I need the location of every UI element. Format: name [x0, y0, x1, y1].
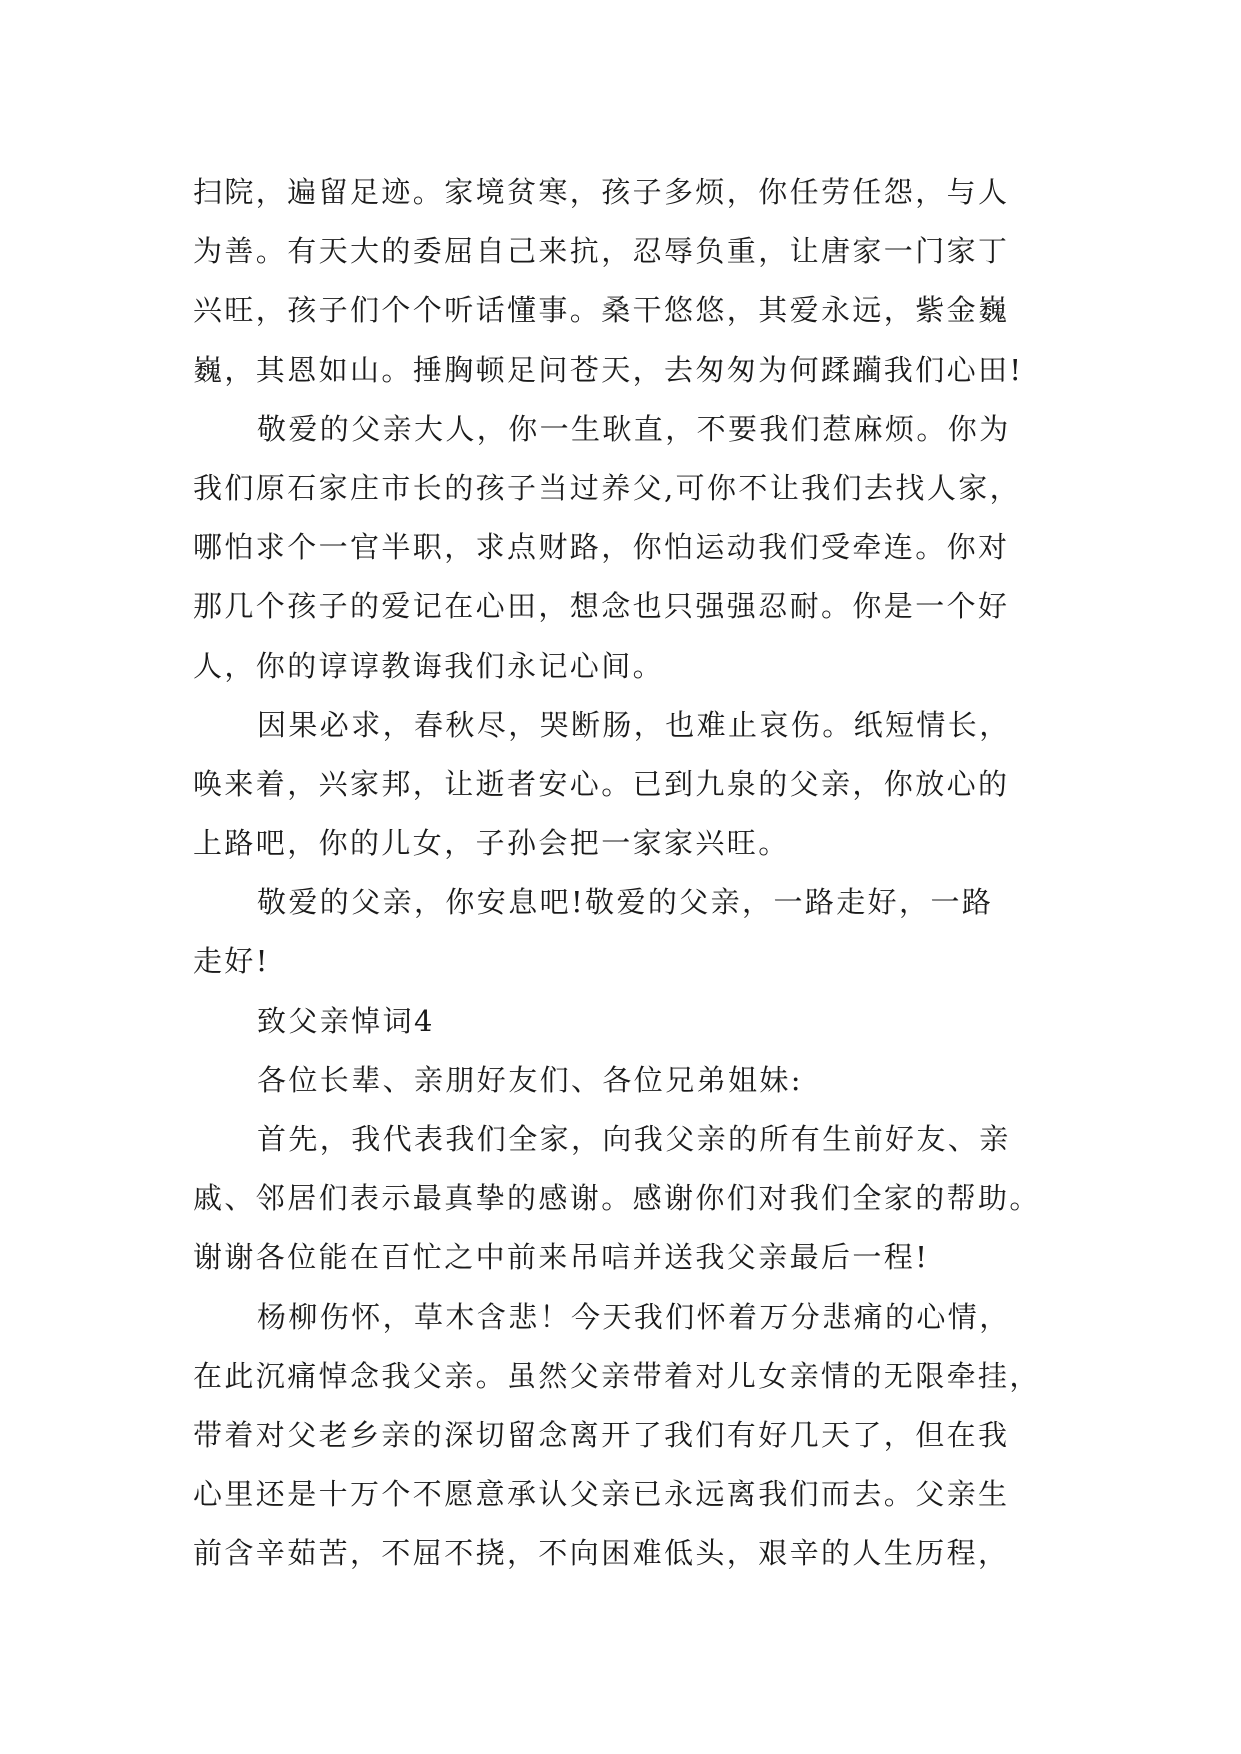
paragraph-first-line: 杨柳伤怀，草木含悲！今天我们怀着万分悲痛的心情，: [257, 1299, 1011, 1334]
text-line: 我们原石家庄市长的孩子当过养父,可你不让我们去找人家，: [193, 470, 1022, 505]
paragraph-first-line: 因果必求，春秋尽，哭断肠，也难止哀伤。纸短情长，: [257, 707, 1011, 742]
text-line: 巍，其恩如山。捶胸顿足问苍天，去匆匆为何蹂躏我们心田!: [193, 352, 1024, 387]
text-line: 戚、邻居们表示最真挚的感谢。感谢你们对我们全家的帮助。: [193, 1181, 1041, 1216]
text-line: 兴旺，孩子们个个听话懂事。桑干悠悠，其爱永远，紫金巍: [193, 293, 1010, 328]
text-line: 人，你的谆谆教诲我们永记心间。: [193, 648, 665, 683]
paragraph-first-line: 致父亲悼词4: [257, 1003, 435, 1038]
paragraph-first-line: 敬爱的父亲大人，你一生耿直，不要我们惹麻烦。你为: [257, 411, 1011, 446]
text-line: 那几个孩子的爱记在心田，想念也只强强忍耐。你是一个好: [193, 589, 1010, 624]
text-line: 为善。有天大的委屈自己来抗，忍辱负重，让唐家一门家丁: [193, 234, 1010, 269]
paragraph-first-line: 各位长辈、亲朋好友们、各位兄弟姐妹:: [257, 1062, 803, 1097]
text-line: 心里还是十万个不愿意承认父亲已永远离我们而去。父亲生: [193, 1477, 1010, 1512]
text-line: 上路吧，你的儿女，子孙会把一家家兴旺。: [193, 826, 790, 861]
document-body: [193, 163, 1073, 1584]
text-line: 唤来着，兴家邦，让逝者安心。已到九泉的父亲，你放心的: [193, 766, 1010, 801]
text-line: 谢谢各位能在百忙之中前来吊唁并送我父亲最后一程!: [193, 1240, 930, 1275]
text-line: 哪怕求个一官半职，求点财路，你怕运动我们受牵连。你对: [193, 530, 1010, 565]
text-line: 扫院，遍留足迹。家境贫寒，孩子多烦，你任劳任怨，与人: [193, 175, 1010, 209]
paragraph-first-line: 首先，我代表我们全家，向我父亲的所有生前好友、亲: [257, 1122, 1011, 1156]
text-line: 走好!: [193, 944, 270, 979]
paragraph-first-line: 敬爱的父亲，你安息吧!敬爱的父亲，一路走好，一路: [257, 885, 994, 920]
text-line: 在此沉痛悼念我父亲。虽然父亲带着对儿女亲情的无限牵挂，: [193, 1358, 1041, 1393]
text-line: 带着对父老乡亲的深切留念离开了我们有好几天了，但在我: [193, 1417, 1010, 1452]
text-line: 前含辛茹苦，不屈不挠，不向困难低头，艰辛的人生历程，: [193, 1536, 1010, 1571]
